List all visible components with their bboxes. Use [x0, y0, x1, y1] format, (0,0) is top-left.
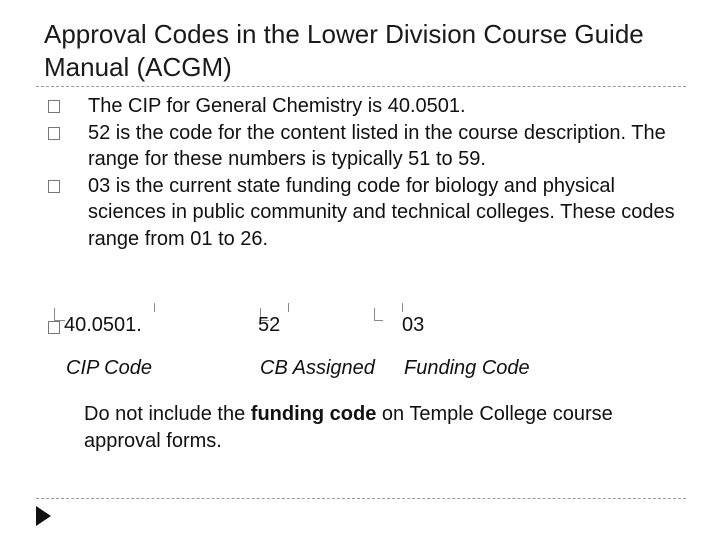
note-text-after: on Temple College course approval forms. — [84, 403, 613, 452]
cb-assigned-label: CB Assigned — [260, 357, 375, 379]
bullet-box-icon — [48, 127, 60, 140]
bracket-icon — [268, 303, 289, 312]
bullet-text: 52 is the code for the content listed in the course description. The range for these numbers is typically 51 to 59. — [88, 121, 666, 170]
cip-code-value: 40.0501. — [64, 314, 142, 336]
bullet-list — [44, 93, 694, 252]
note-text-before: Do not include the — [84, 403, 251, 425]
code-breakdown-row — [44, 312, 694, 342]
funding-code-label: Funding Code — [404, 357, 530, 379]
note-emphasis: funding code — [250, 403, 377, 425]
slide-title: Approval Codes in the Lower Division Course Guide Manual (ACGM) — [44, 19, 644, 82]
bullet-box-icon — [48, 321, 60, 334]
cb-code-value: 52 — [258, 314, 281, 336]
bullet-text: The CIP for General Chemistry is 40.0501. — [88, 95, 466, 117]
bullet-box-icon — [48, 100, 60, 113]
funding-code-value: 03 — [402, 314, 425, 336]
bullet-item-cip — [44, 93, 694, 120]
note-paragraph — [84, 401, 684, 455]
bullet-item-cb-code — [44, 120, 694, 173]
bullet-item-funding-code — [44, 173, 694, 253]
cip-code-label: CIP Code — [66, 357, 152, 379]
bullet-box-icon — [48, 180, 60, 193]
bracket-icon — [64, 303, 155, 312]
bracket-icon — [382, 303, 403, 312]
top-divider — [36, 86, 686, 87]
next-slide-arrow-icon[interactable] — [36, 506, 51, 526]
bottom-divider — [36, 498, 686, 499]
bullet-text: 03 is the current state funding code for biology and physical sciences in public community and technical colleges. These codes range from 01 to 26. — [88, 174, 675, 250]
